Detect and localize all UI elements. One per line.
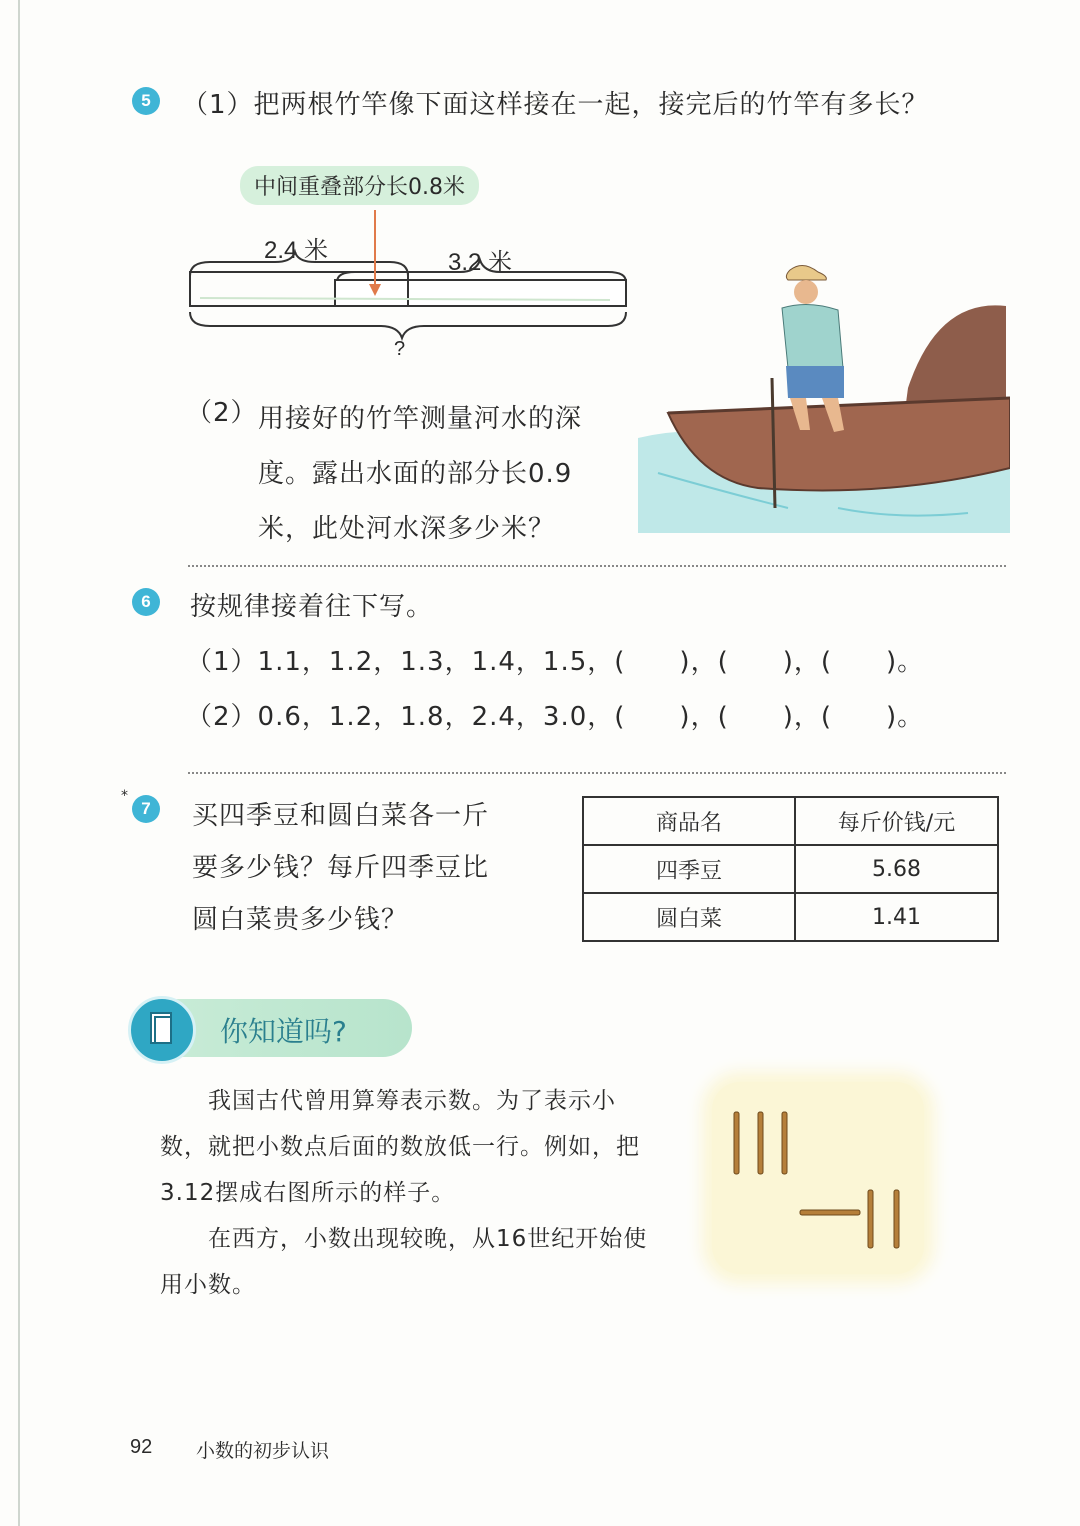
overlap-label: 中间重叠部分长0.8米 [240, 166, 479, 205]
table-row [583, 845, 998, 893]
para2-line-1: 在西方，小数出现较晚，从16世纪开始使 [208, 1226, 648, 1252]
question-5-part2-number: （2） [186, 398, 258, 428]
divider-1 [188, 565, 1006, 567]
table-cell: 5.68 [795, 845, 998, 893]
optional-star: * [121, 788, 128, 804]
table-header: 每斤价钱/元 [795, 797, 998, 845]
part2-line-3: 米，此处河水深多少米？ [258, 514, 556, 544]
counting-rods-box [712, 1082, 924, 1274]
question-6-line-2: （2）0.6，1.2，1.8，2.4，3.0，( )，( )，( )。 [186, 702, 925, 732]
question-6-line-1: （1）1.1，1.2，1.3，1.4，1.5，( )，( )，( )。 [186, 647, 925, 677]
question-6-title: 按规律接着往下写。 [190, 592, 434, 622]
table-cell: 圆白菜 [583, 893, 795, 941]
para1-line-1: 我国古代曾用算筹表示数。为了表示小 [208, 1088, 616, 1114]
bamboo-pole-right [335, 280, 626, 306]
divider-2 [188, 772, 1006, 774]
table-header: 商品名 [583, 797, 795, 845]
right-length-label: 3.2 米 [448, 249, 513, 276]
table-cell: 四季豆 [583, 845, 795, 893]
bamboo-diagram [180, 196, 640, 346]
book-icon [128, 996, 196, 1064]
total-brace [190, 312, 626, 338]
table-row [583, 893, 998, 941]
table-cell: 1.41 [795, 893, 998, 941]
part2-line-1: 用接好的竹竿测量河水的深 [258, 404, 583, 434]
question-5-part1: （1）把两根竹竿像下面这样接在一起，接完后的竹竿有多长？ [182, 90, 929, 120]
question-7-text [192, 790, 489, 946]
para2-line-2: 用小数。 [160, 1272, 256, 1298]
boatman-illustration [638, 258, 1010, 538]
question-7-number: 7 [132, 795, 160, 823]
page-number: 92 [130, 1436, 153, 1458]
total-length-label: ? [394, 338, 406, 360]
table-header-row [583, 797, 998, 845]
price-table [582, 796, 999, 942]
left-length-label: 2.4 米 [264, 237, 329, 264]
para1-line-3: 3.12摆成右图所示的样子。 [160, 1180, 456, 1206]
question-6-number: 6 [132, 588, 160, 616]
q7-line-3: 圆白菜贵多少钱？ [192, 905, 409, 935]
question-5-number: 5 [132, 87, 160, 115]
did-you-know-title: 你知道吗? [220, 1015, 347, 1048]
q7-line-1: 买四季豆和圆白菜各一斤 [192, 801, 490, 831]
page-edge-line [18, 0, 20, 1526]
question-5-part2-text [258, 392, 582, 557]
chapter-title: 小数的初步认识 [196, 1440, 330, 1462]
did-you-know-text [160, 1078, 700, 1308]
q7-line-2: 要多少钱？每斤四季豆比 [192, 853, 490, 883]
part2-line-2: 度。露出水面的部分长0.9 [258, 459, 573, 489]
para1-line-2: 数，就把小数点后面的数放低一行。例如，把 [160, 1134, 640, 1160]
